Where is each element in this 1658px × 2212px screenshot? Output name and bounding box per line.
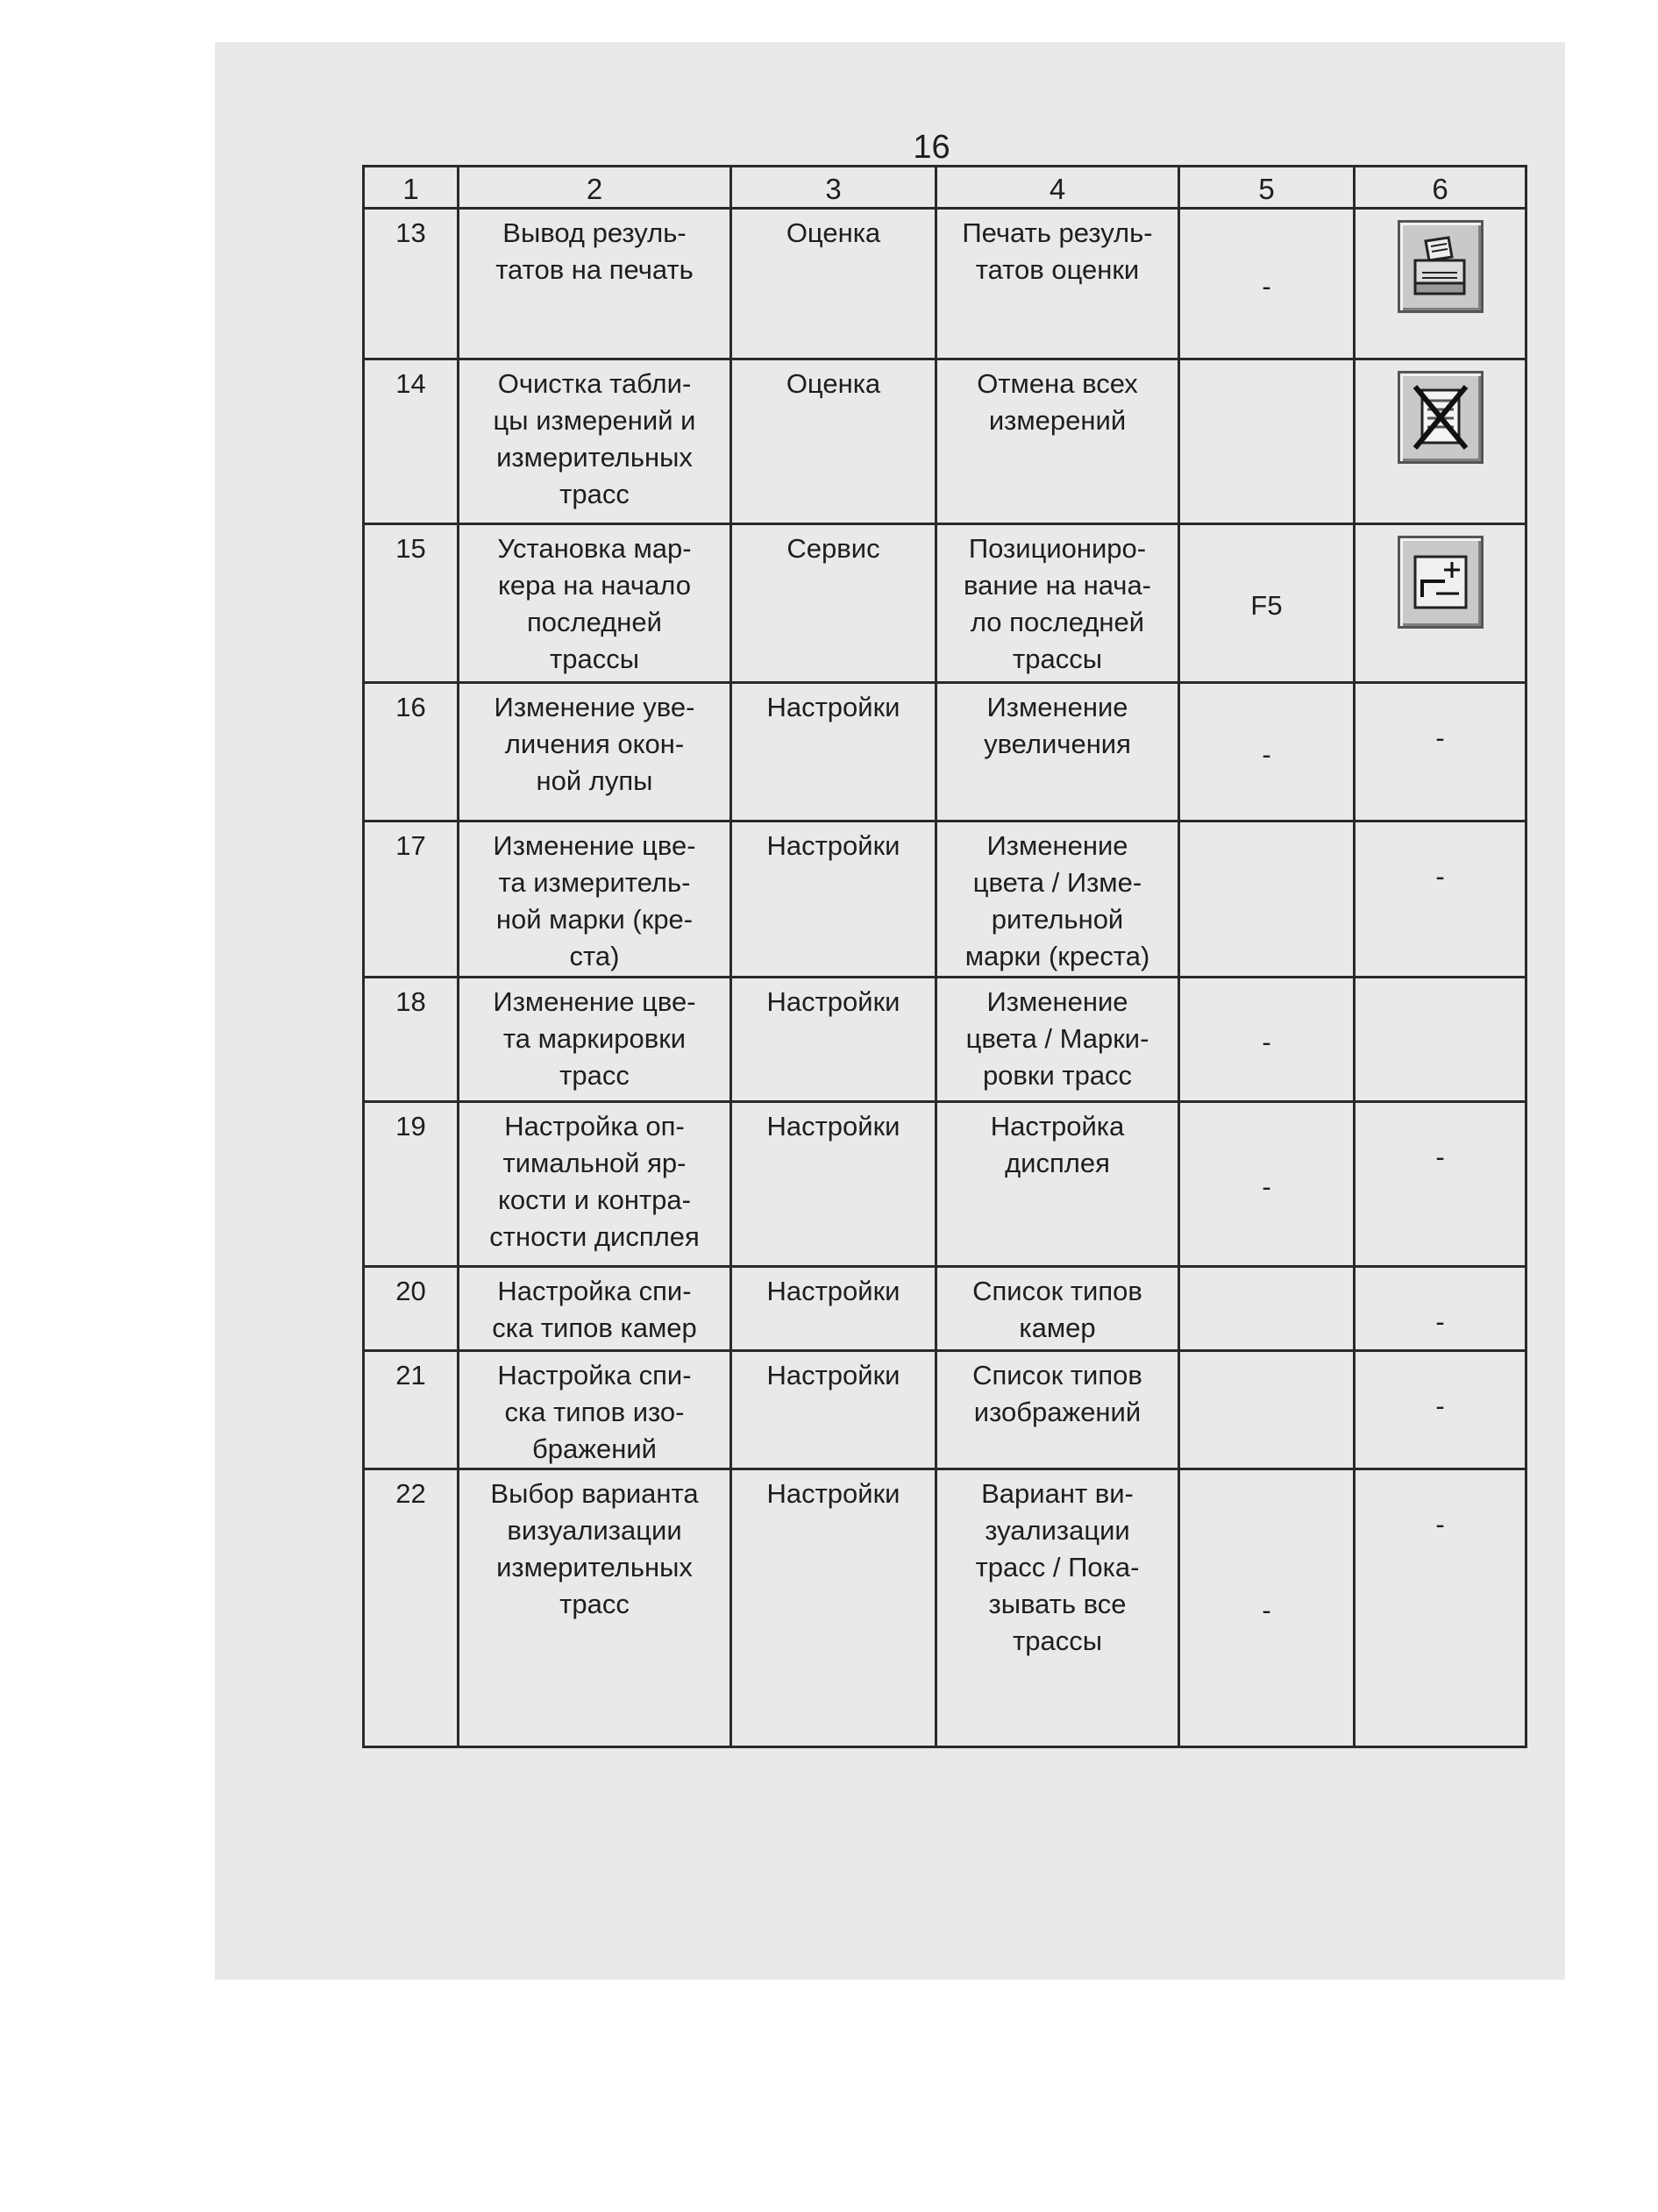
row-number-cell: 20: [364, 1267, 459, 1351]
command-cell: Изменение цвета / Изме- рительной марки (креста): [936, 821, 1179, 978]
table-row: [364, 209, 1526, 359]
menu-cell: Оценка: [731, 359, 936, 524]
table-row: [364, 524, 1526, 683]
icon-placeholder-text: -: [1435, 1142, 1445, 1172]
table-row: [364, 683, 1526, 821]
table-row: [364, 821, 1526, 978]
hotkey-cell: -: [1179, 683, 1355, 821]
row-number-cell: 15: [364, 524, 459, 683]
action-cell: Изменение цве- та измеритель- ной марки (кре- ста): [459, 821, 731, 978]
icon-cell: [1355, 1102, 1526, 1267]
menu-cell: Настройки: [731, 821, 936, 978]
icon-cell: [1355, 1267, 1526, 1351]
icon-placeholder-text: -: [1435, 1509, 1445, 1540]
header-cell: 6: [1355, 167, 1526, 209]
menu-cell: Настройки: [731, 978, 936, 1102]
clear-measurements-icon[interactable]: [1398, 371, 1484, 464]
icon-placeholder-text: -: [1435, 1306, 1445, 1337]
commands-table: [362, 165, 1527, 1748]
printer-icon[interactable]: [1398, 220, 1484, 313]
icon-placeholder-text: -: [1435, 861, 1445, 892]
icon-cell: [1355, 683, 1526, 821]
header-cell: 3: [731, 167, 936, 209]
menu-cell: Настройки: [731, 1351, 936, 1469]
action-cell: Настройка спи- ска типов изо- бражений: [459, 1351, 731, 1469]
header-cell: 1: [364, 167, 459, 209]
menu-cell: Настройки: [731, 1267, 936, 1351]
action-cell: Установка мар- кера на начало последней трассы: [459, 524, 731, 683]
marker-start-icon-graphic: [1410, 551, 1471, 613]
icon-placeholder-text: [1361, 984, 1519, 1015]
menu-cell: Оценка: [731, 209, 936, 359]
hotkey-cell: [1179, 1351, 1355, 1469]
icon-placeholder-text: -: [1435, 722, 1445, 753]
table-row: [364, 359, 1526, 524]
icon-cell: [1355, 209, 1526, 359]
hotkey-cell: -: [1179, 209, 1355, 359]
action-cell: Настройка спи- ска типов камер: [459, 1267, 731, 1351]
command-cell: Изменение цвета / Марки- ровки трасс: [936, 978, 1179, 1102]
table-header-row: [364, 167, 1526, 209]
row-number-cell: 22: [364, 1469, 459, 1747]
action-cell: Очистка табли- цы измерений и измерительных трасс: [459, 359, 731, 524]
row-number-cell: 19: [364, 1102, 459, 1267]
icon-cell: [1355, 359, 1526, 524]
printer-icon-graphic: [1410, 234, 1471, 299]
command-cell: Печать резуль- татов оценки: [936, 209, 1179, 359]
command-cell: Вариант ви- зуализации трасс / Пока- зывать все трассы: [936, 1469, 1179, 1747]
hotkey-cell: [1179, 821, 1355, 978]
action-cell: Изменение уве- личения окон- ной лупы: [459, 683, 731, 821]
action-cell: Изменение цве- та маркировки трасс: [459, 978, 731, 1102]
command-cell: Список типов изображений: [936, 1351, 1179, 1469]
command-cell: Настройка дисплея: [936, 1102, 1179, 1267]
action-cell: Вывод резуль- татов на печать: [459, 209, 731, 359]
row-number-cell: 14: [364, 359, 459, 524]
table-row: [364, 1102, 1526, 1267]
hotkey-cell: -: [1179, 1469, 1355, 1747]
menu-cell: Настройки: [731, 683, 936, 821]
command-cell: Изменение увеличения: [936, 683, 1179, 821]
hotkey-cell: -: [1179, 1102, 1355, 1267]
command-cell: Отмена всех измерений: [936, 359, 1179, 524]
command-cell: Позициониро- вание на нача- ло последней трассы: [936, 524, 1179, 683]
row-number-cell: 18: [364, 978, 459, 1102]
icon-cell: [1355, 978, 1526, 1102]
action-cell: Настройка оп- тимальной яр- кости и контра- стности дисплея: [459, 1102, 731, 1267]
menu-cell: Сервис: [731, 524, 936, 683]
hotkey-cell: [1179, 1267, 1355, 1351]
icon-cell: [1355, 821, 1526, 978]
header-cell: 4: [936, 167, 1179, 209]
row-number-cell: 21: [364, 1351, 459, 1469]
table-row: [364, 1469, 1526, 1747]
marker-start-icon[interactable]: [1398, 536, 1484, 629]
table-row: [364, 1267, 1526, 1351]
command-cell: Список типов камер: [936, 1267, 1179, 1351]
icon-placeholder-text: -: [1435, 1391, 1445, 1421]
clear-measurements-icon-graphic: [1410, 383, 1471, 452]
row-number-cell: 13: [364, 209, 459, 359]
hotkey-cell: -: [1179, 978, 1355, 1102]
menu-cell: Настройки: [731, 1469, 936, 1747]
row-number-cell: 17: [364, 821, 459, 978]
icon-cell: [1355, 524, 1526, 683]
menu-cell: Настройки: [731, 1102, 936, 1267]
action-cell: Выбор варианта визуализации измерительных трасс: [459, 1469, 731, 1747]
header-cell: 2: [459, 167, 731, 209]
table-row: [364, 1351, 1526, 1469]
page-number: 16: [913, 129, 950, 166]
hotkey-cell: [1179, 359, 1355, 524]
hotkey-cell: F5: [1179, 524, 1355, 683]
icon-cell: [1355, 1469, 1526, 1747]
row-number-cell: 16: [364, 683, 459, 821]
header-cell: 5: [1179, 167, 1355, 209]
icon-cell: [1355, 1351, 1526, 1469]
table-row: [364, 978, 1526, 1102]
